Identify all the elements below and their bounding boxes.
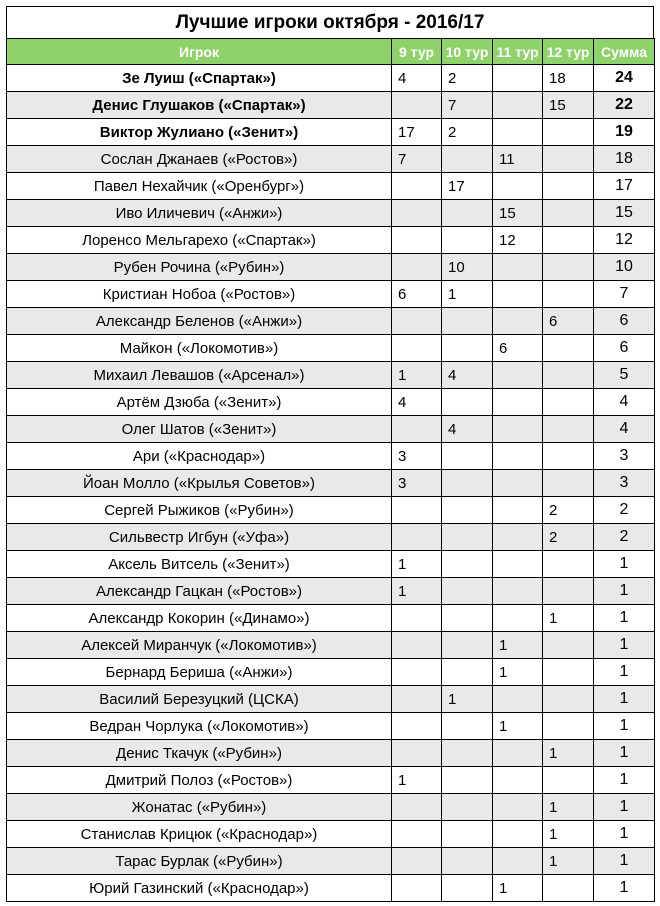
tour12-cell: [543, 767, 594, 794]
tour12-cell: 1: [543, 740, 594, 767]
tour12-cell: 1: [543, 821, 594, 848]
sum-cell: 1: [594, 659, 655, 686]
table-row: [7, 146, 655, 173]
tour12-cell: [543, 389, 594, 416]
table-row: [7, 227, 655, 254]
tour9-cell: [392, 497, 442, 524]
tour12-cell: [543, 632, 594, 659]
table-row: [7, 605, 655, 632]
tour10-cell: [442, 713, 493, 740]
tour9-cell: [392, 416, 442, 443]
tour12-cell: 18: [543, 65, 594, 92]
tour11-cell: [493, 821, 543, 848]
player-cell: Лоренсо Мельгарехо («Спартак»): [7, 227, 392, 254]
tour11-cell: [493, 173, 543, 200]
tour10-cell: [442, 794, 493, 821]
tour11-cell: [493, 281, 543, 308]
tour10-cell: [442, 875, 493, 902]
sum-cell: 24: [594, 65, 655, 92]
tour10-cell: [442, 578, 493, 605]
tour11-cell: [493, 65, 543, 92]
tour11-cell: [493, 308, 543, 335]
tour10-cell: 4: [442, 362, 493, 389]
sum-cell: 3: [594, 443, 655, 470]
tour12-cell: 6: [543, 308, 594, 335]
table-row: [7, 659, 655, 686]
tour12-cell: 1: [543, 794, 594, 821]
sum-cell: 10: [594, 254, 655, 281]
table-row: [7, 119, 655, 146]
tour9-cell: 4: [392, 65, 442, 92]
tour9-cell: 7: [392, 146, 442, 173]
tour9-cell: [392, 713, 442, 740]
sum-cell: 1: [594, 632, 655, 659]
table-row: [7, 632, 655, 659]
sum-cell: 1: [594, 713, 655, 740]
tour11-cell: [493, 389, 543, 416]
tour11-cell: 12: [493, 227, 543, 254]
tour11-cell: [493, 605, 543, 632]
tour11-cell: [493, 740, 543, 767]
player-cell: Ведран Чорлука («Локомотив»): [7, 713, 392, 740]
sum-cell: 1: [594, 794, 655, 821]
tour9-cell: [392, 308, 442, 335]
sum-cell: 1: [594, 821, 655, 848]
tour9-cell: [392, 335, 442, 362]
player-cell: Михаил Левашов («Арсенал»): [7, 362, 392, 389]
tour10-cell: [442, 848, 493, 875]
player-cell: Василий Березуцкий (ЦСКА): [7, 686, 392, 713]
tour12-cell: [543, 173, 594, 200]
player-cell: Дмитрий Полоз («Ростов»): [7, 767, 392, 794]
tour11-cell: [493, 578, 543, 605]
tour12-cell: [543, 416, 594, 443]
tour9-cell: [392, 686, 442, 713]
tour12-cell: 2: [543, 524, 594, 551]
tour12-cell: [543, 875, 594, 902]
tour10-cell: [442, 200, 493, 227]
player-cell: Аксель Витсель («Зенит»): [7, 551, 392, 578]
table-row: [7, 281, 655, 308]
tour10-cell: 1: [442, 281, 493, 308]
column-header-sum[interactable]: Сумма: [594, 39, 655, 65]
sum-cell: 12: [594, 227, 655, 254]
table-row: [7, 740, 655, 767]
tour12-cell: [543, 686, 594, 713]
tour11-cell: [493, 551, 543, 578]
sum-cell: 15: [594, 200, 655, 227]
tour11-cell: 6: [493, 335, 543, 362]
tour9-cell: [392, 821, 442, 848]
table-row: [7, 713, 655, 740]
column-header-player[interactable]: Игрок: [7, 39, 392, 65]
tour9-cell: 6: [392, 281, 442, 308]
tour10-cell: 1: [442, 686, 493, 713]
tour12-cell: [543, 200, 594, 227]
sum-cell: 17: [594, 173, 655, 200]
tour12-cell: [543, 470, 594, 497]
tour11-cell: 1: [493, 875, 543, 902]
player-cell: Олег Шатов («Зенит»): [7, 416, 392, 443]
table-row: [7, 848, 655, 875]
table-row: [7, 92, 655, 119]
tour10-cell: [442, 497, 493, 524]
tour10-cell: [442, 524, 493, 551]
player-cell: Денис Глушаков («Спартак»): [7, 92, 392, 119]
table-title: Лучшие игроки октября - 2016/17: [6, 6, 654, 38]
tour11-cell: [493, 119, 543, 146]
tour10-cell: [442, 767, 493, 794]
tour11-cell: 15: [493, 200, 543, 227]
player-cell: Александр Кокорин («Динамо»): [7, 605, 392, 632]
tour11-cell: [493, 470, 543, 497]
tour12-cell: [543, 119, 594, 146]
tour12-cell: [543, 335, 594, 362]
tour11-cell: 1: [493, 713, 543, 740]
column-header-tour12[interactable]: 12 тур: [543, 39, 594, 65]
tour12-cell: [543, 227, 594, 254]
tour12-cell: [543, 659, 594, 686]
table-row: [7, 497, 655, 524]
player-cell: Сослан Джанаев («Ростов»): [7, 146, 392, 173]
table-row: [7, 362, 655, 389]
tour11-cell: [493, 416, 543, 443]
tour10-cell: [442, 308, 493, 335]
tour11-cell: [493, 443, 543, 470]
sum-cell: 1: [594, 767, 655, 794]
tour9-cell: 4: [392, 389, 442, 416]
tour11-cell: [493, 362, 543, 389]
player-cell: Павел Нехайчик («Оренбург»): [7, 173, 392, 200]
tour11-cell: [493, 767, 543, 794]
header-row: [7, 39, 655, 65]
player-cell: Зе Луиш («Спартак»): [7, 65, 392, 92]
player-cell: Кристиан Нобоа («Ростов»): [7, 281, 392, 308]
tour12-cell: [543, 443, 594, 470]
tour10-cell: [442, 443, 493, 470]
tour10-cell: 10: [442, 254, 493, 281]
tour10-cell: [442, 821, 493, 848]
tour9-cell: [392, 740, 442, 767]
sum-cell: 6: [594, 308, 655, 335]
tour9-cell: 1: [392, 767, 442, 794]
player-cell: Бернард Бериша («Анжи»): [7, 659, 392, 686]
sum-cell: 18: [594, 146, 655, 173]
player-cell: Тарас Бурлак («Рубин»): [7, 848, 392, 875]
tour10-cell: 4: [442, 416, 493, 443]
player-cell: Станислав Крицюк («Краснодар»): [7, 821, 392, 848]
sum-cell: 2: [594, 497, 655, 524]
player-cell: Александр Беленов («Анжи»): [7, 308, 392, 335]
tour9-cell: [392, 92, 442, 119]
tour10-cell: 7: [442, 92, 493, 119]
table-row: [7, 389, 655, 416]
table-row: [7, 578, 655, 605]
sum-cell: 2: [594, 524, 655, 551]
player-cell: Рубен Рочина («Рубин»): [7, 254, 392, 281]
tour12-cell: 1: [543, 848, 594, 875]
tour9-cell: [392, 848, 442, 875]
sum-cell: 4: [594, 416, 655, 443]
sum-cell: 22: [594, 92, 655, 119]
player-cell: Алексей Миранчук («Локомотив»): [7, 632, 392, 659]
table-row: [7, 875, 655, 902]
column-header-tour9[interactable]: 9 тур: [392, 39, 442, 65]
sum-cell: 1: [594, 551, 655, 578]
tour10-cell: [442, 659, 493, 686]
tour9-cell: [392, 200, 442, 227]
sum-cell: 6: [594, 335, 655, 362]
tour10-cell: [442, 335, 493, 362]
tour9-cell: [392, 875, 442, 902]
tour12-cell: [543, 281, 594, 308]
table-row: [7, 794, 655, 821]
player-cell: Жонатас («Рубин»): [7, 794, 392, 821]
tour12-cell: [543, 551, 594, 578]
table-row: [7, 416, 655, 443]
tour12-cell: [543, 362, 594, 389]
player-cell: Сергей Рыжиков («Рубин»): [7, 497, 392, 524]
tour12-cell: [543, 713, 594, 740]
tour9-cell: [392, 173, 442, 200]
tour10-cell: [442, 740, 493, 767]
tour11-cell: 1: [493, 632, 543, 659]
tour11-cell: [493, 794, 543, 821]
tour9-cell: [392, 659, 442, 686]
sum-cell: 7: [594, 281, 655, 308]
tour10-cell: [442, 605, 493, 632]
tour11-cell: 11: [493, 146, 543, 173]
tour10-cell: [442, 146, 493, 173]
rating-sheet: [6, 6, 654, 902]
player-cell: Майкон («Локомотив»): [7, 335, 392, 362]
tour9-cell: [392, 254, 442, 281]
tour9-cell: 3: [392, 443, 442, 470]
player-cell: Денис Ткачук («Рубин»): [7, 740, 392, 767]
tour9-cell: 3: [392, 470, 442, 497]
sum-cell: 1: [594, 578, 655, 605]
tour10-cell: [442, 551, 493, 578]
sum-cell: 19: [594, 119, 655, 146]
player-cell: Виктор Жулиано («Зенит»): [7, 119, 392, 146]
tour9-cell: 1: [392, 362, 442, 389]
sum-cell: 1: [594, 875, 655, 902]
tour11-cell: [493, 686, 543, 713]
tour9-cell: 1: [392, 551, 442, 578]
tour11-cell: [493, 497, 543, 524]
tour10-cell: [442, 227, 493, 254]
table-row: [7, 470, 655, 497]
sum-cell: 1: [594, 605, 655, 632]
sum-cell: 3: [594, 470, 655, 497]
tour10-cell: 17: [442, 173, 493, 200]
tour9-cell: [392, 794, 442, 821]
tour9-cell: [392, 632, 442, 659]
tour10-cell: [442, 632, 493, 659]
table-body: [7, 65, 655, 902]
column-header-tour11[interactable]: 11 тур: [493, 39, 543, 65]
tour10-cell: [442, 470, 493, 497]
column-header-tour10[interactable]: 10 тур: [442, 39, 493, 65]
player-cell: Ари («Краснодар»): [7, 443, 392, 470]
tour12-cell: [543, 578, 594, 605]
sum-cell: 1: [594, 740, 655, 767]
table-row: [7, 551, 655, 578]
player-cell: Сильвестр Игбун («Уфа»): [7, 524, 392, 551]
table-row: [7, 686, 655, 713]
tour11-cell: [493, 254, 543, 281]
players-table: [6, 38, 655, 902]
player-cell: Александр Гацкан («Ростов»): [7, 578, 392, 605]
tour11-cell: [493, 92, 543, 119]
table-row: [7, 173, 655, 200]
tour11-cell: 1: [493, 659, 543, 686]
player-cell: Артём Дзюба («Зенит»): [7, 389, 392, 416]
tour12-cell: [543, 146, 594, 173]
player-cell: Йоан Молло («Крылья Советов»): [7, 470, 392, 497]
table-row: [7, 200, 655, 227]
table-row: [7, 308, 655, 335]
tour9-cell: 17: [392, 119, 442, 146]
tour11-cell: [493, 524, 543, 551]
sum-cell: 1: [594, 686, 655, 713]
tour12-cell: [543, 254, 594, 281]
table-row: [7, 254, 655, 281]
table-row: [7, 524, 655, 551]
tour12-cell: 15: [543, 92, 594, 119]
tour10-cell: 2: [442, 65, 493, 92]
tour9-cell: [392, 227, 442, 254]
tour9-cell: 1: [392, 578, 442, 605]
sum-cell: 4: [594, 389, 655, 416]
sum-cell: 1: [594, 848, 655, 875]
player-cell: Юрий Газинский («Краснодар»): [7, 875, 392, 902]
table-row: [7, 821, 655, 848]
sum-cell: 5: [594, 362, 655, 389]
table-row: [7, 443, 655, 470]
table-row: [7, 65, 655, 92]
tour9-cell: [392, 524, 442, 551]
tour11-cell: [493, 848, 543, 875]
tour12-cell: 2: [543, 497, 594, 524]
tour10-cell: [442, 389, 493, 416]
table-row: [7, 767, 655, 794]
tour9-cell: [392, 605, 442, 632]
tour12-cell: 1: [543, 605, 594, 632]
player-cell: Иво Иличевич («Анжи»): [7, 200, 392, 227]
table-row: [7, 335, 655, 362]
tour10-cell: 2: [442, 119, 493, 146]
